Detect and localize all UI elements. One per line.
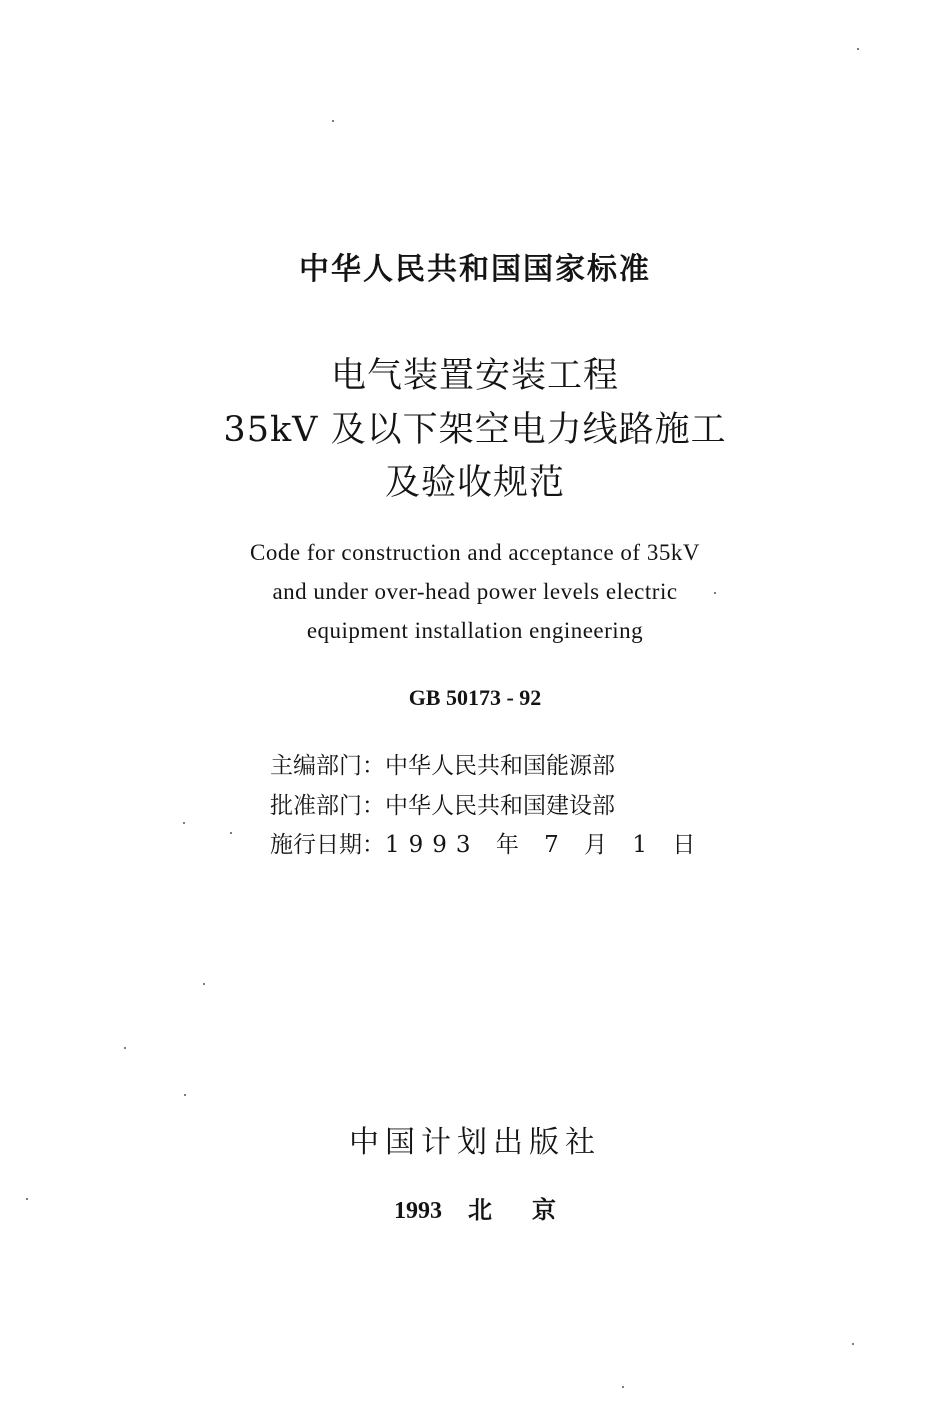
effective-date-label: 施行日期： (270, 832, 385, 858)
standard-code: GB 50173 - 92 (408, 685, 542, 710)
scan-speck (230, 832, 232, 834)
editor-department-label: 主编部门： (270, 753, 385, 779)
english-title-line-3: equipment installation engineering (306, 618, 644, 643)
standard-category: 中华人民共和国国家标准 (299, 252, 651, 287)
effective-date-value: 1993 年 7 月 1 日 (385, 832, 705, 858)
scan-speck (852, 1343, 854, 1345)
publication-year: 1993 (394, 1198, 442, 1224)
scan-speck (124, 1047, 126, 1049)
approver-department-value: 中华人民共和国建设部 (385, 793, 615, 819)
approver-department-label: 批准部门： (270, 793, 385, 819)
scan-speck (622, 1386, 624, 1388)
scan-speck (714, 592, 716, 594)
scan-speck (184, 1094, 186, 1096)
english-title-line-2: and under over-head power levels electric (272, 579, 678, 604)
english-title-line-1: Code for construction and acceptance of 35kV (250, 540, 700, 565)
scan-speck (332, 120, 334, 122)
publication-city: 北京 (468, 1198, 596, 1224)
scan-speck (857, 48, 859, 50)
scan-speck (26, 1198, 28, 1200)
title-line-2: 35kV 及以下架空电力线路施工 (223, 410, 727, 450)
publisher-name: 中国计划出版社 (349, 1125, 601, 1160)
scan-speck (203, 983, 205, 985)
editor-department-row (270, 750, 615, 782)
effective-date-row (270, 829, 704, 861)
approver-department-row (270, 790, 615, 822)
title-line-1: 电气装置安装工程 (330, 356, 619, 396)
editor-department-value: 中华人民共和国能源部 (385, 753, 615, 779)
scan-speck (183, 822, 185, 824)
title-line-3: 及验收规范 (384, 463, 565, 503)
publication-place-row (0, 1196, 950, 1226)
